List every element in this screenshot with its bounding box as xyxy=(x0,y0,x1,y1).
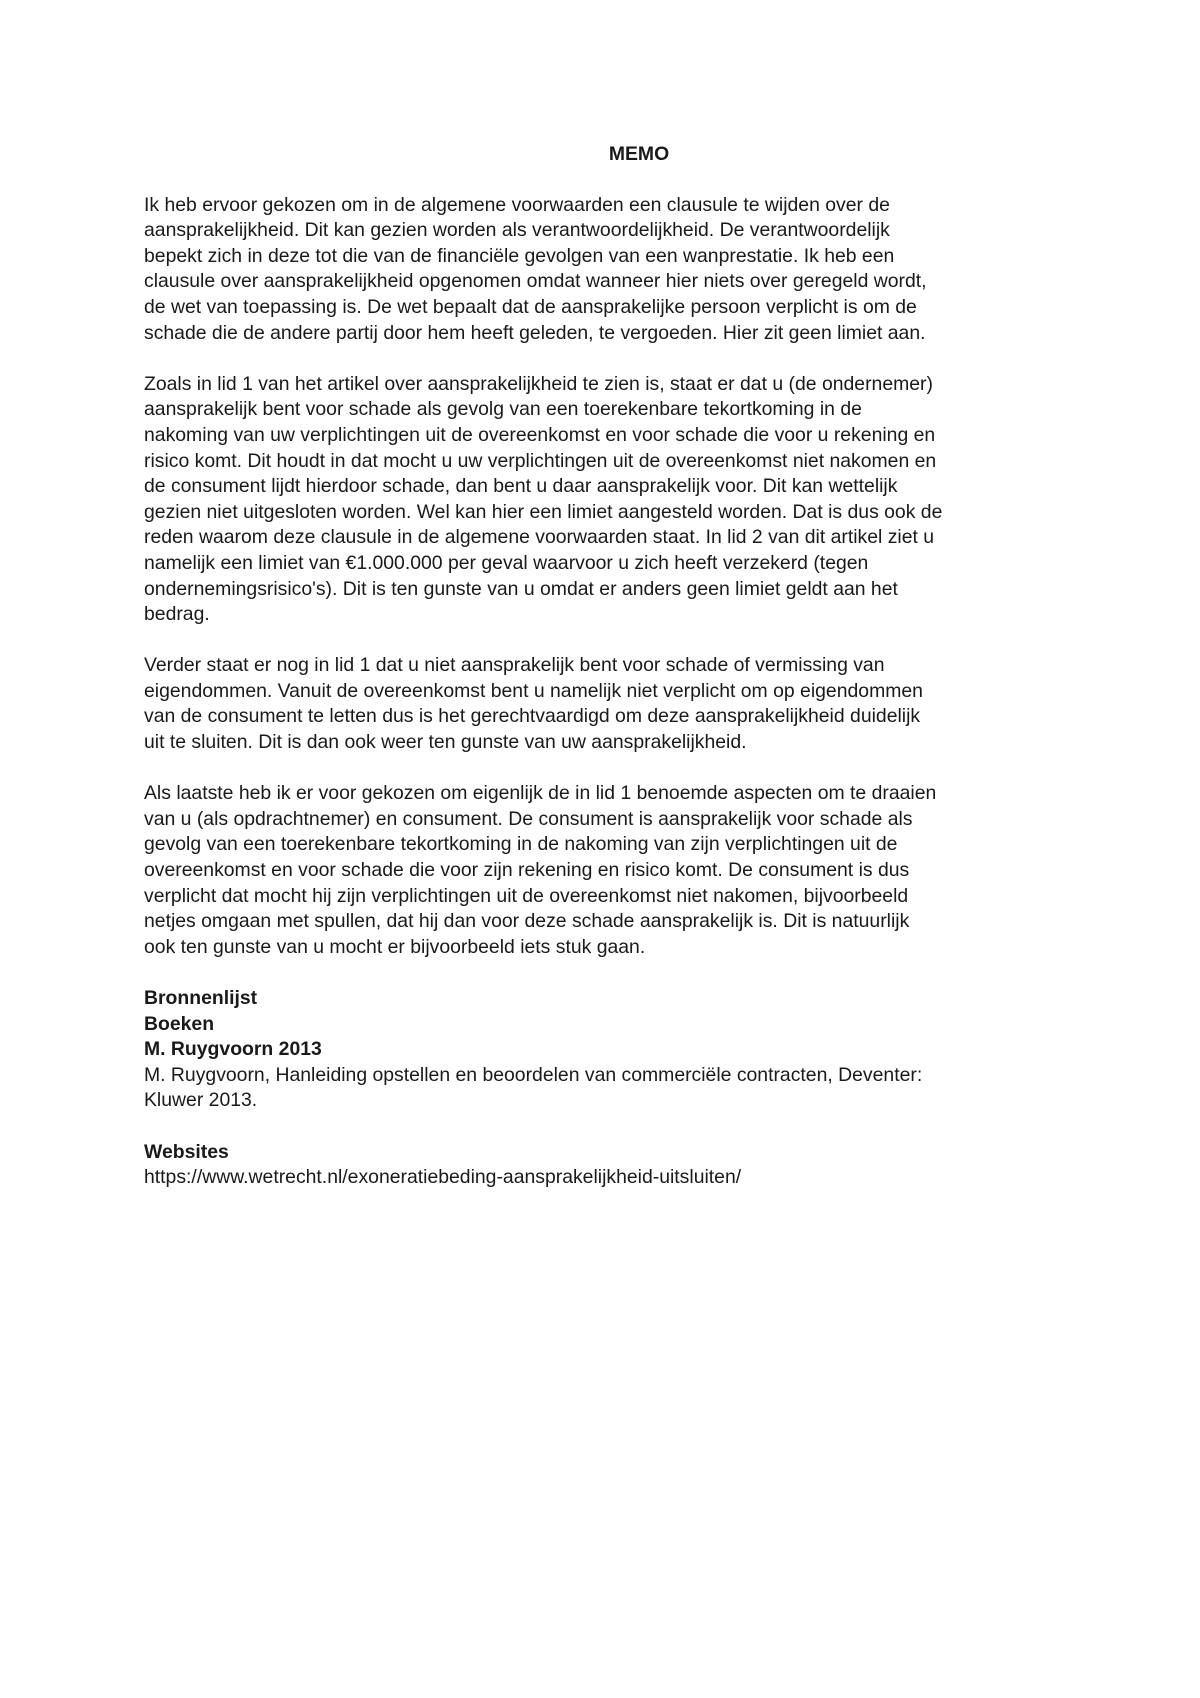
sources-heading: Bronnenlijst xyxy=(144,987,258,1009)
paragraph-eigendommen: Verder staat er nog in lid 1 dat u niet aansprakelijk bent voor schade of vermissing van eigendommen. Vanuit de overeenkomst bent u namelijk niet verplicht om op eigendommen van de consument te letten dus is het gerechtvaardigd om deze aansprakelijkheid duidelijk uit te sluiten. Dit is dan ook weer ten gunste van uw aansprakelijkheid. xyxy=(144,654,923,754)
books-heading: Boeken xyxy=(144,1012,215,1035)
memo-title: MEMO xyxy=(608,143,670,165)
website-url[interactable] xyxy=(144,1165,1084,1191)
book-entry-heading: M. Ruygvoorn 2013 xyxy=(144,1038,322,1061)
document-content xyxy=(144,142,1084,1191)
paragraph-intro: Ik heb ervoor gekozen om in de algemene voorwaarden een clausule te wijden over de aansprakelijkheid. Dit kan gezien worden als verantwoordelijkheid. De verantwoordelijk bepekt zich in deze tot die van de financiële gevolgen van een wanprestatie. Ik heb een clausule over aansprakelijkheid opgenomen omdat wanneer hier niets over geregeld wordt, de wet van toepassing is. De wet bepaalt dat de aansprakelijke persoon verplicht is om de schade die de andere partij door hem heeft geleden, te vergoeden. Hier zit geen limiet aan. xyxy=(144,193,927,344)
paragraph-consument: Als laatste heb ik er voor gekozen om eigenlijk de in lid 1 benoemde aspecten om te draaien van u (als opdrachtnemer) en consument. De consument is aansprakelijk voor schade als gevolg van een toerekenbare tekortkoming in de nakoming van zijn verplichtingen uit de overeenkomst en voor schade die voor zijn rekening en risico komt. De consument is dus verplicht dat mocht hij zijn verplichtingen uit de overeenkomst niet nakomen, bijvoorbeeld netjes omgaan met spullen, dat hij dan voor deze schade aansprakelijk is. Dit is natuurlijk ook ten gunste van u mocht er bijvoorbeeld iets stuk gaan. xyxy=(144,782,937,958)
website-link[interactable]: https://www.wetrecht.nl/exoneratiebeding-aansprakelijkheid-uitsluiten/ xyxy=(144,1166,742,1189)
spacer xyxy=(144,1114,1084,1140)
websites-heading: Websites xyxy=(144,1140,229,1163)
paragraph-lid-1: Zoals in lid 1 van het artikel over aansprakelijkheid te zien is, staat er dat u (de ondernemer) aansprakelijk bent voor schade als gevolg van een toerekenbare tekortkoming in de nakoming van uw verplichtingen uit de overeenkomst en voor schade die voor u rekening en risico komt. Dit houdt in dat mocht u uw verplichtingen uit de overeenkomst niet nakomen en de consument lijdt hierdoor schade, dan bent u daar aansprakelijk voor. Dit kan wettelijk gezien niet uitgesloten worden. Wel kan hier een limiet aangesteld worden. Dat is dus ook de reden waarom deze clausule in de algemene voorwaarden staat. In lid 2 van dit artikel ziet u namelijk een limiet van €1.000.000 per geval waarvoor u zich heeft verzekerd (tegen ondernemingsrisico's). Dit is ten gunste van u omdat er anders geen limiet geldt aan het bedrag. xyxy=(144,372,943,626)
book-citation: M. Ruygvoorn, Hanleiding opstellen en beoordelen van commerciële contracten, Deventer: Kluwer 2013. xyxy=(144,1063,923,1112)
